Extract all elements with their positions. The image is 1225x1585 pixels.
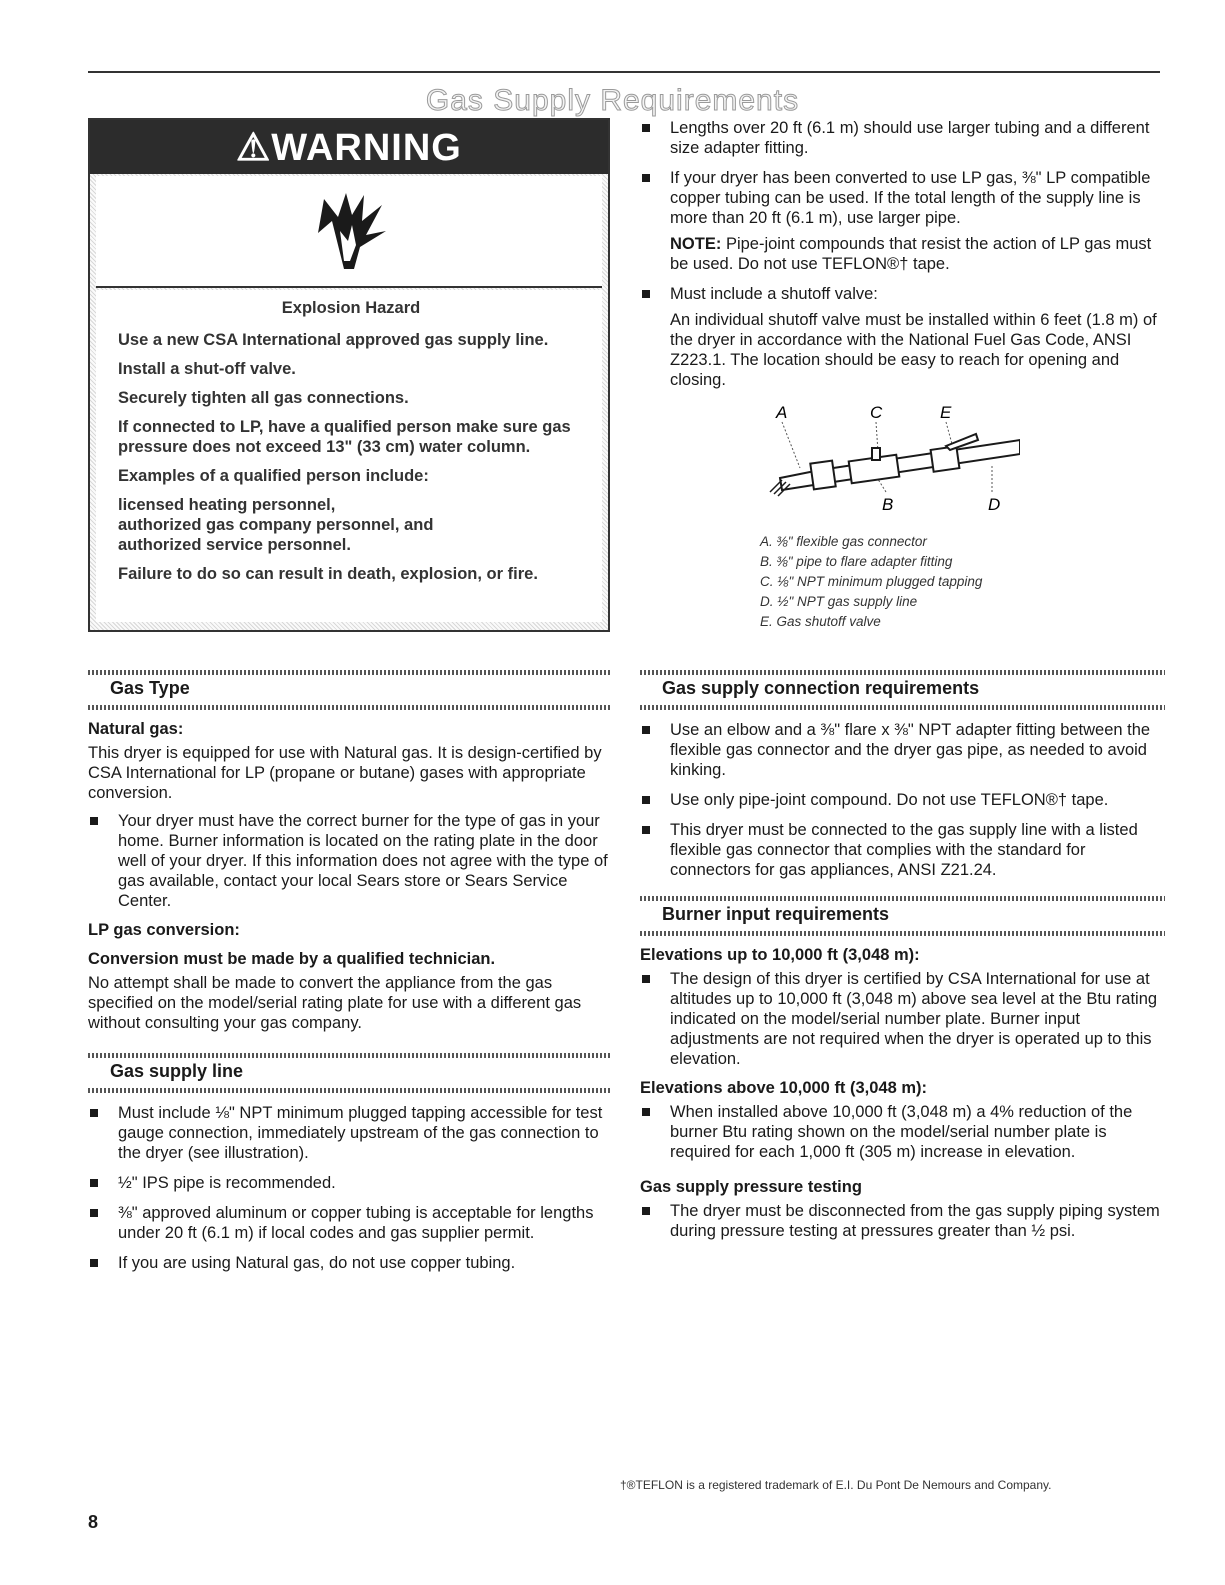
left-column xyxy=(88,118,610,1283)
warning-signal-word: ⚠WARNING xyxy=(236,126,462,169)
label-a: A xyxy=(776,403,788,422)
hazard-title: Explosion Hazard xyxy=(281,299,421,317)
connection-bullets xyxy=(640,720,1165,880)
label-e: E xyxy=(940,403,952,422)
page-number: 8 xyxy=(88,1512,99,1532)
burner-heading: Burner input requirements xyxy=(640,896,1165,936)
warning-example: authorized service personnel. xyxy=(118,536,351,554)
warning-consequence: Failure to do so can result in death, explosion, or fire. xyxy=(118,565,538,583)
natural-gas-text: This dryer is equipped for use with Natural gas. It is design-certified by CSA International for LP (propane or butane) gases with appropriate conversion. xyxy=(88,744,602,802)
warning-text xyxy=(96,290,602,622)
gas-supply-line-bullets xyxy=(88,1103,610,1273)
pipe-illustration xyxy=(700,400,1020,530)
list-item: The dryer must be disconnected from the gas supply piping system during pressure testing at pressures greater than ½ psi. xyxy=(640,1201,1165,1241)
warning-icon-area xyxy=(96,176,602,288)
top-rule xyxy=(88,71,1160,73)
list-item: Must include a shutoff valve: An individual shutoff valve must be installed within 6 feet (1.8 m) of the dryer in accordance with the National Fuel Gas Code, ANSI Z223.1. The location should be easy to reach for opening and closing. xyxy=(640,284,1165,390)
label-b: B xyxy=(882,495,894,514)
warning-line: Install a shut-off valve. xyxy=(118,360,296,378)
explosion-icon xyxy=(304,191,394,271)
gas-type-heading: Gas Type xyxy=(88,670,610,710)
list-item: Use an elbow and a ⅜" flare x ⅜" NPT adapter fitting between the flexible gas connector and the dryer gas pipe, as needed to avoid kinking. xyxy=(640,720,1165,780)
warning-line: Use a new CSA International approved gas supply line. xyxy=(118,331,549,349)
warning-example: authorized gas company personnel, and xyxy=(118,516,434,534)
pressure-heading: Gas supply pressure testing xyxy=(640,1178,862,1196)
warning-line: Examples of a qualified person include: xyxy=(118,467,429,485)
list-item: Your dryer must have the correct burner for the type of gas in your home. Burner information is located on the rating plate in the door well of your dryer. If this information does not agree with the type of gas available, contact your local Sears store or Sears Service Center. xyxy=(88,811,610,911)
elevation2-heading: Elevations above 10,000 ft (3,048 m): xyxy=(640,1079,928,1097)
elevation1-heading: Elevations up to 10,000 ft (3,048 m): xyxy=(640,946,920,964)
list-item: The design of this dryer is certified by CSA International for use at altitudes up to 10,000 ft (3,048 m) above sea level at the Btu rating indicated on the model/serial number plate. Burner input adjustments are not required when the dryer is operated up to this elevation. xyxy=(640,969,1165,1069)
warning-header xyxy=(90,120,608,174)
lp-text: No attempt shall be made to convert the appliance from the gas specified on the model/serial rating plate for use with a different gas without consulting your gas company. xyxy=(88,974,582,1032)
supply-line-bullets-cont xyxy=(640,118,1165,390)
footnote: †®TEFLON is a registered trademark of E.I. Du Pont De Nemours and Company. xyxy=(620,1478,1052,1492)
list-item: If you are using Natural gas, do not use copper tubing. xyxy=(88,1253,610,1273)
list-item: Must include ⅛" NPT minimum plugged tapping accessible for test gauge connection, immediately upstream of the gas connection to the dryer (see illustration). xyxy=(88,1103,610,1163)
list-item: Use only pipe-joint compound. Do not use TEFLON®† tape. xyxy=(640,790,1165,810)
gas-supply-line-heading: Gas supply line xyxy=(88,1053,610,1093)
list-item: ½" IPS pipe is recommended. xyxy=(88,1173,610,1193)
natural-gas-bullets xyxy=(88,811,610,911)
figure xyxy=(640,400,1165,650)
warning-box xyxy=(88,118,610,632)
warning-line: Securely tighten all gas connections. xyxy=(118,389,409,407)
warning-line: If connected to LP, have a qualified person make sure gas pressure does not exceed 13" (33 cm) water column. xyxy=(118,418,571,456)
list-item: Lengths over 20 ft (6.1 m) should use larger tubing and a different size adapter fitting. xyxy=(640,118,1165,158)
right-column xyxy=(640,118,1165,1251)
lp-heading: LP gas conversion: xyxy=(88,921,240,939)
connection-heading: Gas supply connection requirements xyxy=(640,670,1165,710)
shutoff-text: An individual shutoff valve must be installed within 6 feet (1.8 m) of the dryer in accordance with the National Fuel Gas Code, ANSI Z223.1. The location should be easy to reach for opening and closing. xyxy=(670,311,1157,389)
natural-gas-heading: Natural gas: xyxy=(88,720,184,738)
warning-example: licensed heating personnel, xyxy=(118,496,336,514)
figure-caption: A. ⅜" flexible gas connector B. ⅜" pipe to flare adapter fitting C. ⅛" NPT minimum plugged tapping D. ½" NPT gas supply line E. Gas shutoff valve xyxy=(760,534,983,629)
label-c: C xyxy=(870,403,883,422)
label-d: D xyxy=(988,495,1001,514)
list-item: This dryer must be connected to the gas supply line with a listed flexible gas connector that complies with the standard for connectors for gas appliances, ANSI Z21.24. xyxy=(640,820,1165,880)
list-item: When installed above 10,000 ft (3,048 m) a 4% reduction of the burner Btu rating shown on the model/serial number plate is required for each 1,000 ft (305 m) increase in elevation. xyxy=(640,1102,1165,1162)
list-item: ⅜" approved aluminum or copper tubing is acceptable for lengths under 20 ft (6.1 m) if local codes and gas supplier permit. xyxy=(88,1203,610,1243)
lp-subheading: Conversion must be made by a qualified technician. xyxy=(88,950,496,968)
page-title: Gas Supply Requirements xyxy=(425,84,800,117)
list-item: If your dryer has been converted to use LP gas, ⅜" LP compatible copper tubing can be used. If the total length of the supply line is more than 20 ft (6.1 m), use larger pipe. NOTE: Pipe-joint compounds that resist the action of LP gas must be used. Do not use TEFLON®† tape. xyxy=(640,168,1165,274)
note: NOTE: Pipe-joint compounds that resist the action of LP gas must be used. Do not use TEFLON®† tape. xyxy=(670,235,1152,273)
